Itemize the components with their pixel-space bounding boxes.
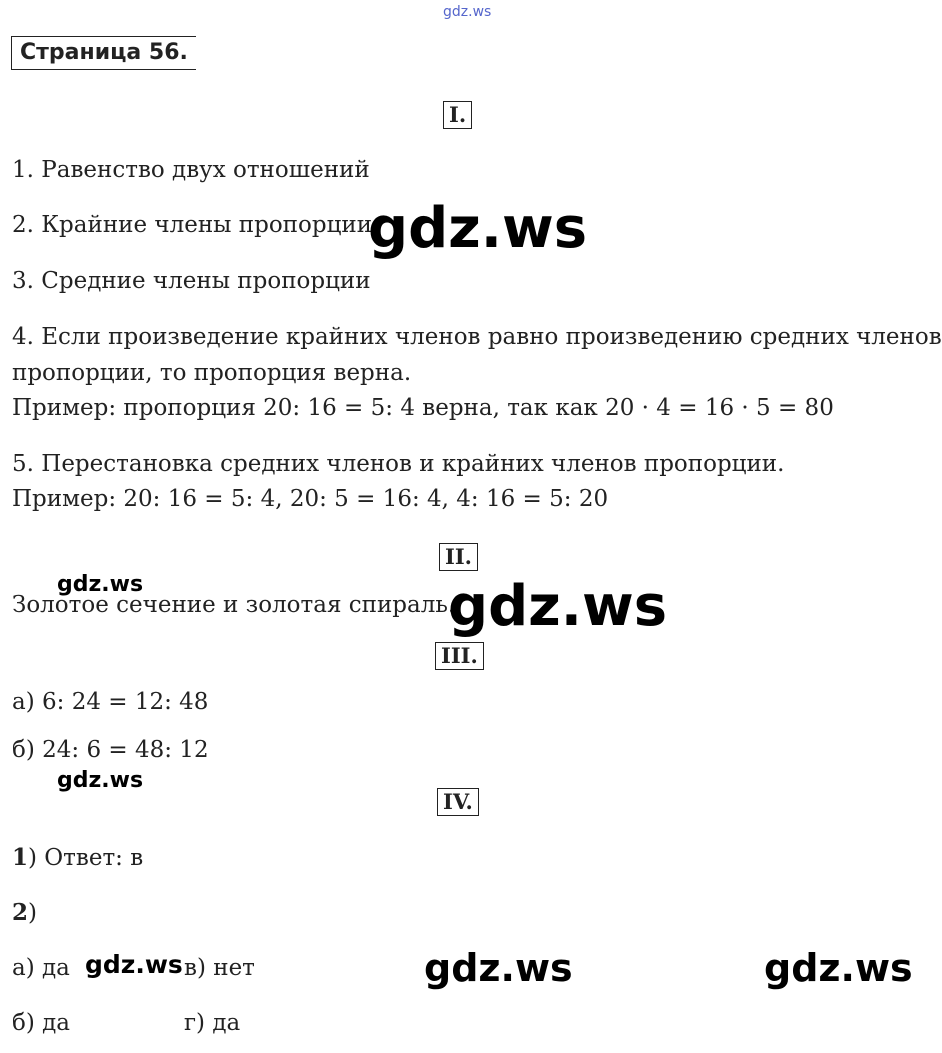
question-text: )	[28, 900, 37, 926]
list-item: 4. Если произведение крайних членов равно произведению средних членов	[12, 324, 942, 350]
page-label: Страница 56.	[11, 36, 196, 70]
section-heading-4: IV.	[437, 788, 479, 816]
section-heading-2: II.	[439, 543, 478, 571]
section-heading-3: III.	[435, 642, 484, 670]
watermark-small: gdz.ws	[57, 572, 144, 597]
example-line: Пример: 20: 16 = 5: 4, 20: 5 = 16: 4, 4: 16 = 5: 20	[12, 486, 609, 512]
answer-a: а) да	[12, 955, 70, 981]
list-item: 2. Крайние члены пропорции	[12, 212, 373, 238]
list-item: б) 24: 6 = 48: 12	[12, 737, 209, 763]
list-item: пропорции, то пропорция верна.	[12, 360, 412, 386]
watermark-small: gdz.ws	[85, 950, 183, 979]
answer-b: б) да	[12, 1010, 71, 1036]
question-text: ) Ответ: в	[28, 845, 144, 871]
question-number: 1	[12, 844, 29, 871]
section-heading-1: I.	[443, 101, 472, 129]
watermark-big: gdz.ws	[448, 574, 668, 639]
list-item: 5. Перестановка средних членов и крайних членов пропорции.	[12, 451, 785, 477]
watermark-small: gdz.ws	[57, 768, 144, 793]
question-1	[12, 846, 143, 870]
watermark-big: gdz.ws	[368, 196, 588, 261]
watermark-medium: gdz.ws	[764, 946, 913, 990]
answer-g: г) да	[184, 1010, 241, 1036]
list-item: 1. Равенство двух отношений	[12, 157, 370, 183]
answer-v: в) нет	[184, 955, 255, 981]
example-line: Пример: пропорция 20: 16 = 5: 4 верна, так как 20 · 4 = 16 · 5 = 80	[12, 395, 834, 421]
question-number: 2	[12, 899, 29, 926]
section-text: Золотое сечение и золотая спираль.	[12, 592, 456, 618]
list-item: а) 6: 24 = 12: 48	[12, 689, 209, 715]
watermark-top: gdz.ws	[443, 4, 492, 20]
watermark-medium: gdz.ws	[424, 946, 573, 990]
list-item: 3. Средние члены пропорции	[12, 268, 371, 294]
question-2	[12, 901, 37, 925]
